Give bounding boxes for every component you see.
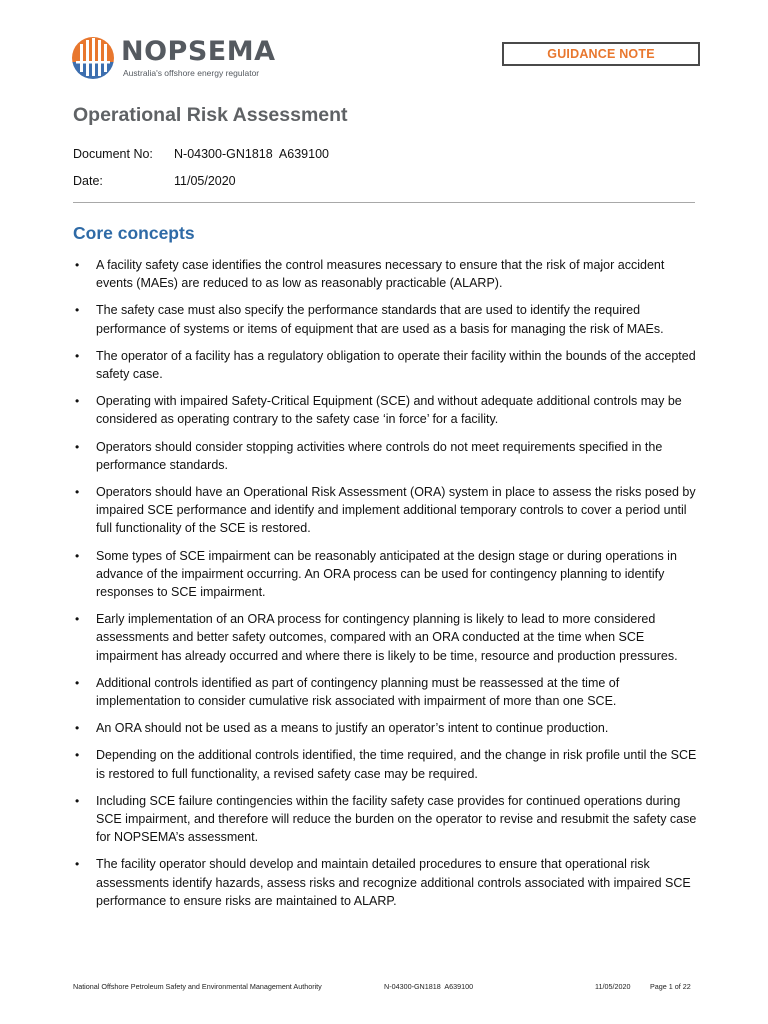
footer-document-ref: N-04300-GN1818 A639100 <box>384 982 474 991</box>
document-date-value: 11/05/2020 <box>174 174 236 188</box>
section-title: Core concepts <box>73 223 195 243</box>
bullet-icon: • <box>75 485 80 500</box>
document-date-row <box>73 174 236 188</box>
list-item: • Additional controls identified as part of contingency planning must be reassessed at the time of implementation to consider cumulative risk associated with impairment of more than one SCE. <box>75 675 620 709</box>
footer-page-number: Page 1 of 22 <box>650 982 691 991</box>
bullet-icon: • <box>75 348 80 363</box>
guidance-note-badge: GUIDANCE NOTE <box>502 42 700 66</box>
list-item: • The operator of a facility has a regulatory obligation to operate their facility within the bounds of the accepted safety case. <box>75 348 696 382</box>
bullet-icon: • <box>75 612 80 627</box>
bullet-icon: • <box>75 439 80 454</box>
bullet-icon: • <box>75 857 80 872</box>
footer-date: 11/05/2020 <box>595 982 631 991</box>
bullet-icon: • <box>75 793 80 808</box>
list-item: • Operators should have an Operational Risk Assessment (ORA) system in place to assess the risks posed by impaired SCE performance and identify and implement additional temporary controls to cover a period until full functionality of the SCE is restored. <box>75 485 696 536</box>
document-date-label: Date: <box>73 174 103 188</box>
list-item: • A facility safety case identifies the control measures necessary to ensure that the risk of major accident events (MAEs) are reduced to as low as reasonably practicable (ALARP). <box>75 258 665 291</box>
list-item: • Operators should consider stopping activities where controls do not meet requirements specified in the performance standards. <box>75 439 663 472</box>
document-title: Operational Risk Assessment <box>73 104 348 126</box>
list-item: • Including SCE failure contingencies within the facility safety case provides for continued operations during SCE impairment, and therefore will reduce the burden on the operator to revise and resubmit the safety case for NOPSEMA’s assessment. <box>75 793 697 845</box>
list-item: • An ORA should not be used as a means to justify an operator’s intent to continue production. <box>73 719 698 737</box>
core-concepts-list <box>73 256 698 919</box>
list-item: • Early implementation of an ORA process for contingency planning is likely to lead to more considered assessments and better safety outcomes, compared with an ORA conducted at the time when SCE impairment has already occurred and where there is likely to be time, resource and production pressures. <box>75 612 678 663</box>
document-number-label: Document No: <box>73 147 153 161</box>
footer-organisation: National Offshore Petroleum Safety and Environmental Management Authority <box>73 982 322 991</box>
page-footer <box>73 982 695 994</box>
bullet-icon: • <box>75 258 80 272</box>
bullet-icon: • <box>75 394 80 409</box>
bullet-icon: • <box>75 748 80 763</box>
list-item: • Depending on the additional controls identified, the time required, and the change in risk profile until the SCE is restored to full functionality, a revised safety case may be required. <box>75 748 697 781</box>
list-item: • The safety case must also specify the performance standards that are used to identify the required performance of systems or items of equipment that are used as a basis for managing the risk of MAEs. <box>75 303 664 336</box>
header-divider <box>73 202 695 203</box>
list-item: • Operating with impaired Safety-Critical Equipment (SCE) and without adequate additional controls may be considered as operating contrary to the safety case ‘in force’ for a facility. <box>75 394 682 427</box>
logo-mark-icon <box>71 36 115 80</box>
logo-name: NOPSEMA <box>121 36 276 67</box>
bullet-icon: • <box>75 721 80 736</box>
list-item: • Some types of SCE impairment can be reasonably anticipated at the design stage or during operations in advance of the impairment occurring. An ORA process can be used for contingency planning to identify responses to SCE impairment. <box>75 548 677 600</box>
bullet-icon: • <box>75 548 80 563</box>
bullet-icon: • <box>75 303 80 318</box>
document-number-row <box>73 147 329 161</box>
document-number-value: N-04300-GN1818 A639100 <box>174 147 329 161</box>
logo-tagline: Australia's offshore energy regulator <box>123 68 260 78</box>
nopsema-logo <box>71 36 291 82</box>
list-item: • The facility operator should develop and maintain detailed procedures to ensure that operational risk assessments identify hazards, assess risks and recognize additional controls associated with impaired SCE performance to ensure risks are maintained to ALARP. <box>75 857 691 908</box>
bullet-icon: • <box>75 675 80 690</box>
